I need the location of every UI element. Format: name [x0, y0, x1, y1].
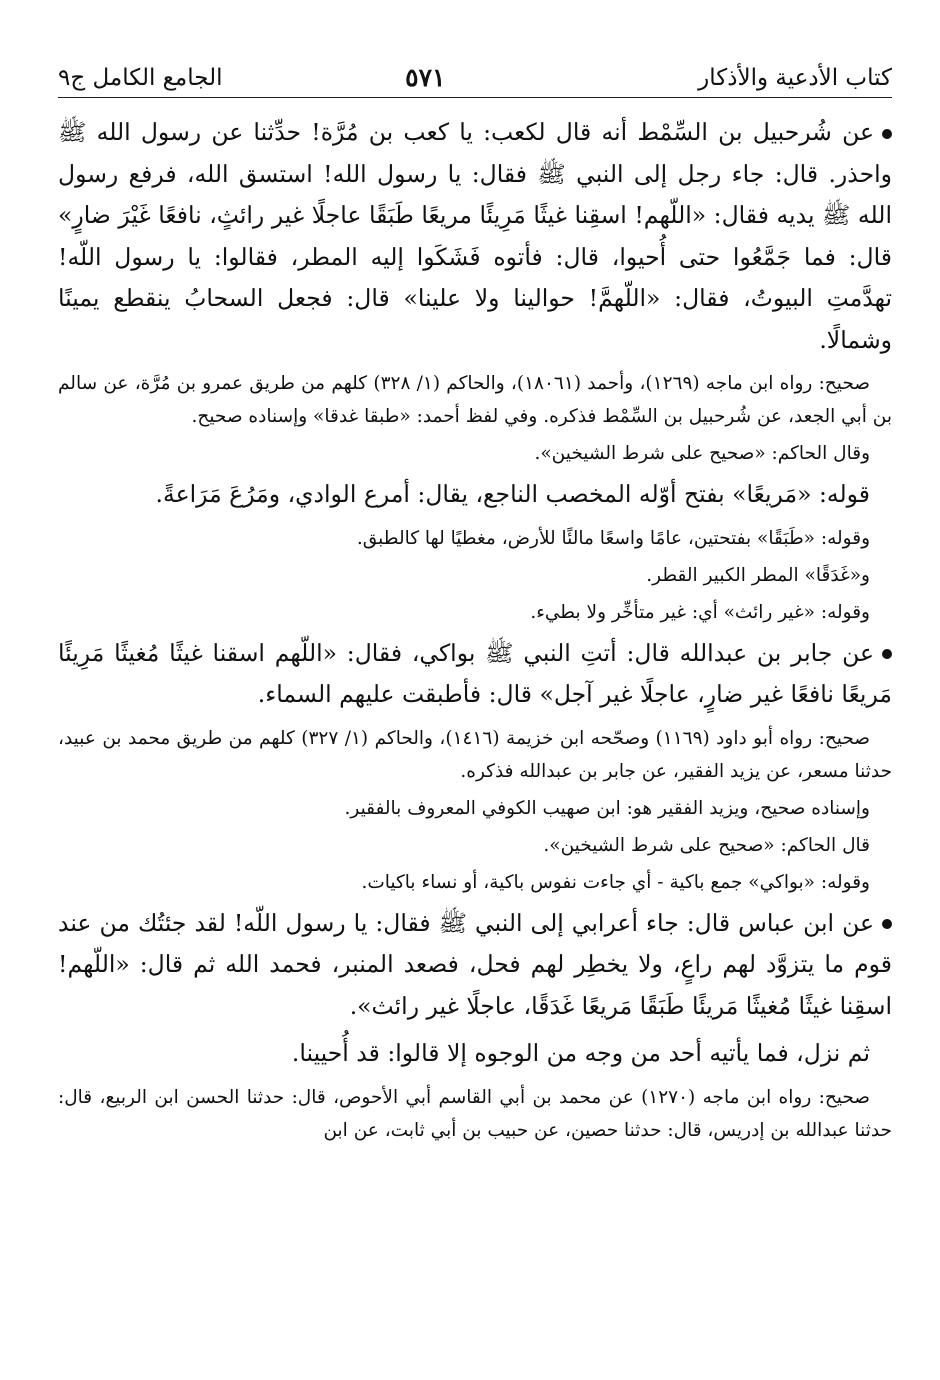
paragraph-text: قال الحاكم: «صحيح على شرط الشيخين». [543, 834, 870, 856]
book-part-title: الجامع الكامل ج٩ [58, 64, 223, 91]
commentary-paragraph [58, 829, 892, 862]
commentary-paragraph [58, 722, 892, 788]
page-number: ٥٧١ [405, 62, 446, 92]
paragraph-text: وإسناده صحيح، ويزيد الفقير هو: ابن صهيب الكوفي المعروف بالفقير. [344, 797, 870, 819]
commentary-paragraph [58, 596, 892, 629]
paragraph-text: وقوله: «بواكي» جمع باكية - أي جاءت نفوس باكية، أو نساء باكيات. [361, 871, 870, 893]
bullet-icon [882, 649, 892, 659]
commentary-paragraph [58, 1081, 892, 1147]
commentary-paragraph [58, 559, 892, 592]
paragraph-text: صحيح: رواه أبو داود (١١٦٩) وصحّحه ابن خزيمة (١٤١٦)، والحاكم (١/ ٣٢٧) كلهم من طريق محمد بن عبيد، حدثنا مسعر، عن يزيد الفقير، عن جابر بن عبدالله فذكره. [58, 727, 892, 782]
commentary-paragraph [58, 437, 892, 470]
commentary-paragraph [58, 792, 892, 825]
page-body [58, 112, 892, 1151]
bullet-icon [882, 919, 892, 929]
commentary-paragraph [58, 522, 892, 555]
explanation-paragraph [58, 474, 892, 516]
paragraph-text: عن شُرحبيل بن السِّمْط أنه قال لكعب: يا كعب بن مُرَّة! حدِّثنا عن رسول الله ﷺ واحذر. قال: جاء رجل إلى النبي ﷺ فقال: يا رسول الله! استسق الله، فرفع رسول الله ﷺ يديه فقال: «اللّهم! اسقِنا غيثًا مَرِيئًا مريعًا طَبَقًا عاجلًا غير رائثٍ، نافعًا غَيْرَ ضارٍ» قال: فما جَمَّعُوا حتى أُحيوا، قال: فأتوه فَشَكَوا إليه المطر، فقالوا: يا رسول اللّه! تهدَّمتِ البيوتُ، فقال: «اللّهمَّ! حوالينا ولا علينا» قال: فجعل السحابُ ينقطع يمينًا وشمالًا. [58, 118, 892, 354]
paragraph-text: عن ابن عباس قال: جاء أعرابي إلى النبي ﷺ فقال: يا رسول اللّه! لقد جئتُك من عند قوم ما يتزوَّد لهم راعٍ، ولا يخطِر لهم فحل، فصعد المنبر، فحمد الله ثم قال: «اللّهم! اسقِنا غيثًا مُغيثًا مَريئًا طَبَقًا مَريعًا غَدَقًا، عاجلًا غير رائث». [58, 908, 892, 1020]
hadith-paragraph [58, 903, 892, 1028]
paragraph-text: قوله: «مَريعًا» بفتح أوّله المخصب الناجع، يقال: أمرع الوادي، ومَرُعَ مَرَاعةً. [155, 480, 870, 508]
paragraph-text: وقوله: «غير رائث» أي: غير متأخِّر ولا بطيء. [530, 601, 870, 623]
running-header [58, 48, 892, 98]
paragraph-text: وقوله: «طَبَقًا» بفتحتين، عامًا واسعًا مالئًا للأرض، مغطيًا لها كالطبق. [356, 527, 870, 549]
chapter-title: كتاب الأدعية والأذكار [698, 64, 892, 91]
paragraph-text: وقال الحاكم: «صحيح على شرط الشيخين». [534, 443, 870, 464]
paragraph-text: صحيح: رواه ابن ماجه (١٢٦٩)، وأحمد (١٨٠٦١)، والحاكم (١/ ٣٢٨) كلهم من طريق عمرو بن مُرَّة، عن سالم بن أبي الجعد، عن شُرحبيل بن السِّمْط فذكره. وفي لفظ أحمد: «طبقا غدقا» وإسناده صحيح. [58, 373, 892, 427]
paragraph-text: عن جابر بن عبدالله قال: أتتِ النبي ﷺ بواكي، فقال: «اللّهم اسقنا غيثًا مُغيثًا مَرِيئًا مَريعًا نافعًا غير ضارٍ، عاجلًا غير آجل» قال: فأطبقت عليهم السماء. [58, 638, 892, 708]
commentary-paragraph [58, 866, 892, 899]
commentary-paragraph [58, 367, 892, 433]
paragraph-text: ثم نزل، فما يأتيه أحد من وجه من الوجوه إلا قالوا: قد أُحيينا. [291, 1039, 870, 1067]
paragraph-text: صحيح: رواه ابن ماجه (١٢٧٠) عن محمد بن أبي القاسم أبي الأحوص، قال: حدثنا الحسن ابن الربيع، قال: حدثنا عبدالله بن إدريس، قال: حدثنا حصين، عن حبيب بن أبي ثابت، عن ابن [58, 1086, 892, 1141]
paragraph-text: و«غَدَقًا» المطر الكبير القطر. [646, 564, 870, 586]
hadith-paragraph [58, 112, 892, 361]
hadith-continuation [58, 1033, 892, 1075]
bullet-icon [882, 129, 892, 139]
hadith-paragraph [58, 633, 892, 716]
